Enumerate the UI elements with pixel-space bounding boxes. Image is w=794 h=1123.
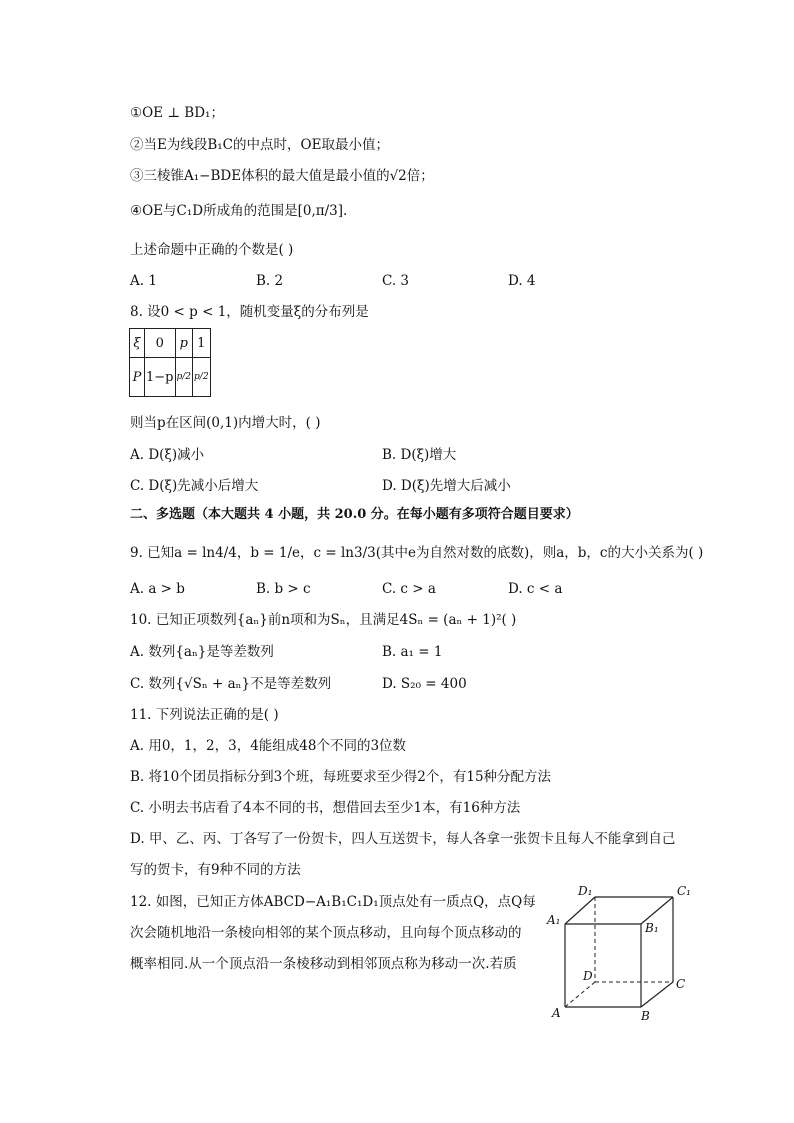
statement-4: ④OE与C₁D所成角的范围是[0,π/3]. (130, 203, 348, 219)
q8-stem: 8. 设0 < p < 1，随机变量ξ的分布列是 (130, 304, 369, 320)
dist-cell: ξ (130, 329, 145, 358)
label-a: A (552, 1006, 561, 1020)
q8-option-d: D. D(ξ)先增大后减小 (382, 478, 511, 494)
q9-option-a: A. a > b (130, 581, 185, 597)
section-heading: 二、多选题（本大题共 4 小题，共 20.0 分。在每小题有多项符合题目要求） (130, 507, 579, 522)
label-b1: B₁ (645, 921, 659, 935)
q10-option-a: A. 数列{aₙ}是等差数列 (130, 644, 274, 660)
label-a1: A₁ (547, 913, 561, 927)
q12-line-1: 12. 如图，已知正方体ABCD−A₁B₁C₁D₁顶点处有一质点Q，点Q每 (130, 894, 536, 910)
q8-option-b: B. D(ξ)增大 (382, 447, 457, 463)
q7-option-a: A. 1 (130, 273, 157, 289)
statement-2: ②当E为线段B₁C的中点时，OE取最小值； (130, 137, 389, 153)
q12-line-3: 概率相同.从一个顶点沿一条棱移动到相邻顶点称为移动一次.若质 (130, 956, 517, 972)
q11-option-b: B. 将10个团员指标分到3个班，每班要求至少得2个，有15种分配方法 (130, 769, 552, 785)
q7-option-d: D. 4 (508, 273, 536, 289)
label-c1: C₁ (677, 884, 691, 898)
q7-stem: 上述命题中正确的个数是( ) (130, 242, 294, 258)
q7-option-b: B. 2 (256, 273, 284, 289)
label-b: B (641, 1009, 650, 1023)
q10-option-d: D. S₂₀ = 400 (382, 676, 467, 692)
statement-3: ③三棱锥A₁−BDE体积的最大值是最小值的√2倍； (130, 168, 434, 184)
q9-option-b: B. b > c (256, 581, 311, 597)
q12-line-2: 次会随机地沿一条棱向相邻的某个顶点移动，且向每个顶点移动的 (130, 925, 522, 941)
q11-option-c: C. 小明去书店看了4本不同的书，想借回去至少1本，有16种方法 (130, 800, 521, 816)
q8-option-c: C. D(ξ)先减小后增大 (130, 478, 259, 494)
label-d: D (583, 969, 593, 983)
q10-option-b: B. a₁ = 1 (382, 644, 443, 660)
q9-option-c: C. c > a (382, 581, 436, 597)
q8-option-a: A. D(ξ)减小 (130, 447, 205, 463)
statement-1: ①OE ⊥ BD₁； (130, 105, 224, 121)
dist-cell: 1−p (145, 358, 176, 397)
dist-cell: p/2 (193, 358, 211, 397)
dist-cell: 0 (145, 329, 176, 358)
q10-stem: 10. 已知正项数列{aₙ}前n项和为Sₙ，且满足4Sₙ = (aₙ + 1)²( ) (130, 612, 517, 628)
dist-cell: p/2 (175, 358, 193, 397)
q7-option-c: C. 3 (382, 273, 410, 289)
dist-cell: p (175, 329, 193, 358)
dist-cell: P (130, 358, 145, 397)
distribution-table (129, 328, 211, 397)
q11-stem: 11. 下列说法正确的是( ) (130, 707, 279, 723)
q11-option-d-cont: 写的贺卡，有9种不同的方法 (130, 862, 301, 878)
q11-option-d: D. 甲、乙、丙、丁各写了一份贺卡，四人互送贺卡，每人各拿一张贺卡且每人不能拿到自己 (130, 831, 676, 847)
q9-option-d: D. c < a (508, 581, 563, 597)
q9-stem: 9. 已知a = ln4/4，b = 1/e，c = ln3/3(其中e为自然对数的底数)，则a，b，c的大小关系为( ) (130, 545, 704, 561)
cube-figure (545, 882, 705, 1027)
label-c: C (676, 977, 686, 991)
q10-option-c: C. 数列{√Sₙ + aₙ}不是等差数列 (130, 676, 332, 692)
dist-cell: 1 (193, 329, 211, 358)
label-d1: D₁ (578, 884, 593, 898)
q8-question: 则当p在区间(0,1)内增大时，( ) (130, 415, 321, 431)
q11-option-a: A. 用0，1，2，3，4能组成48个不同的3位数 (130, 738, 407, 754)
